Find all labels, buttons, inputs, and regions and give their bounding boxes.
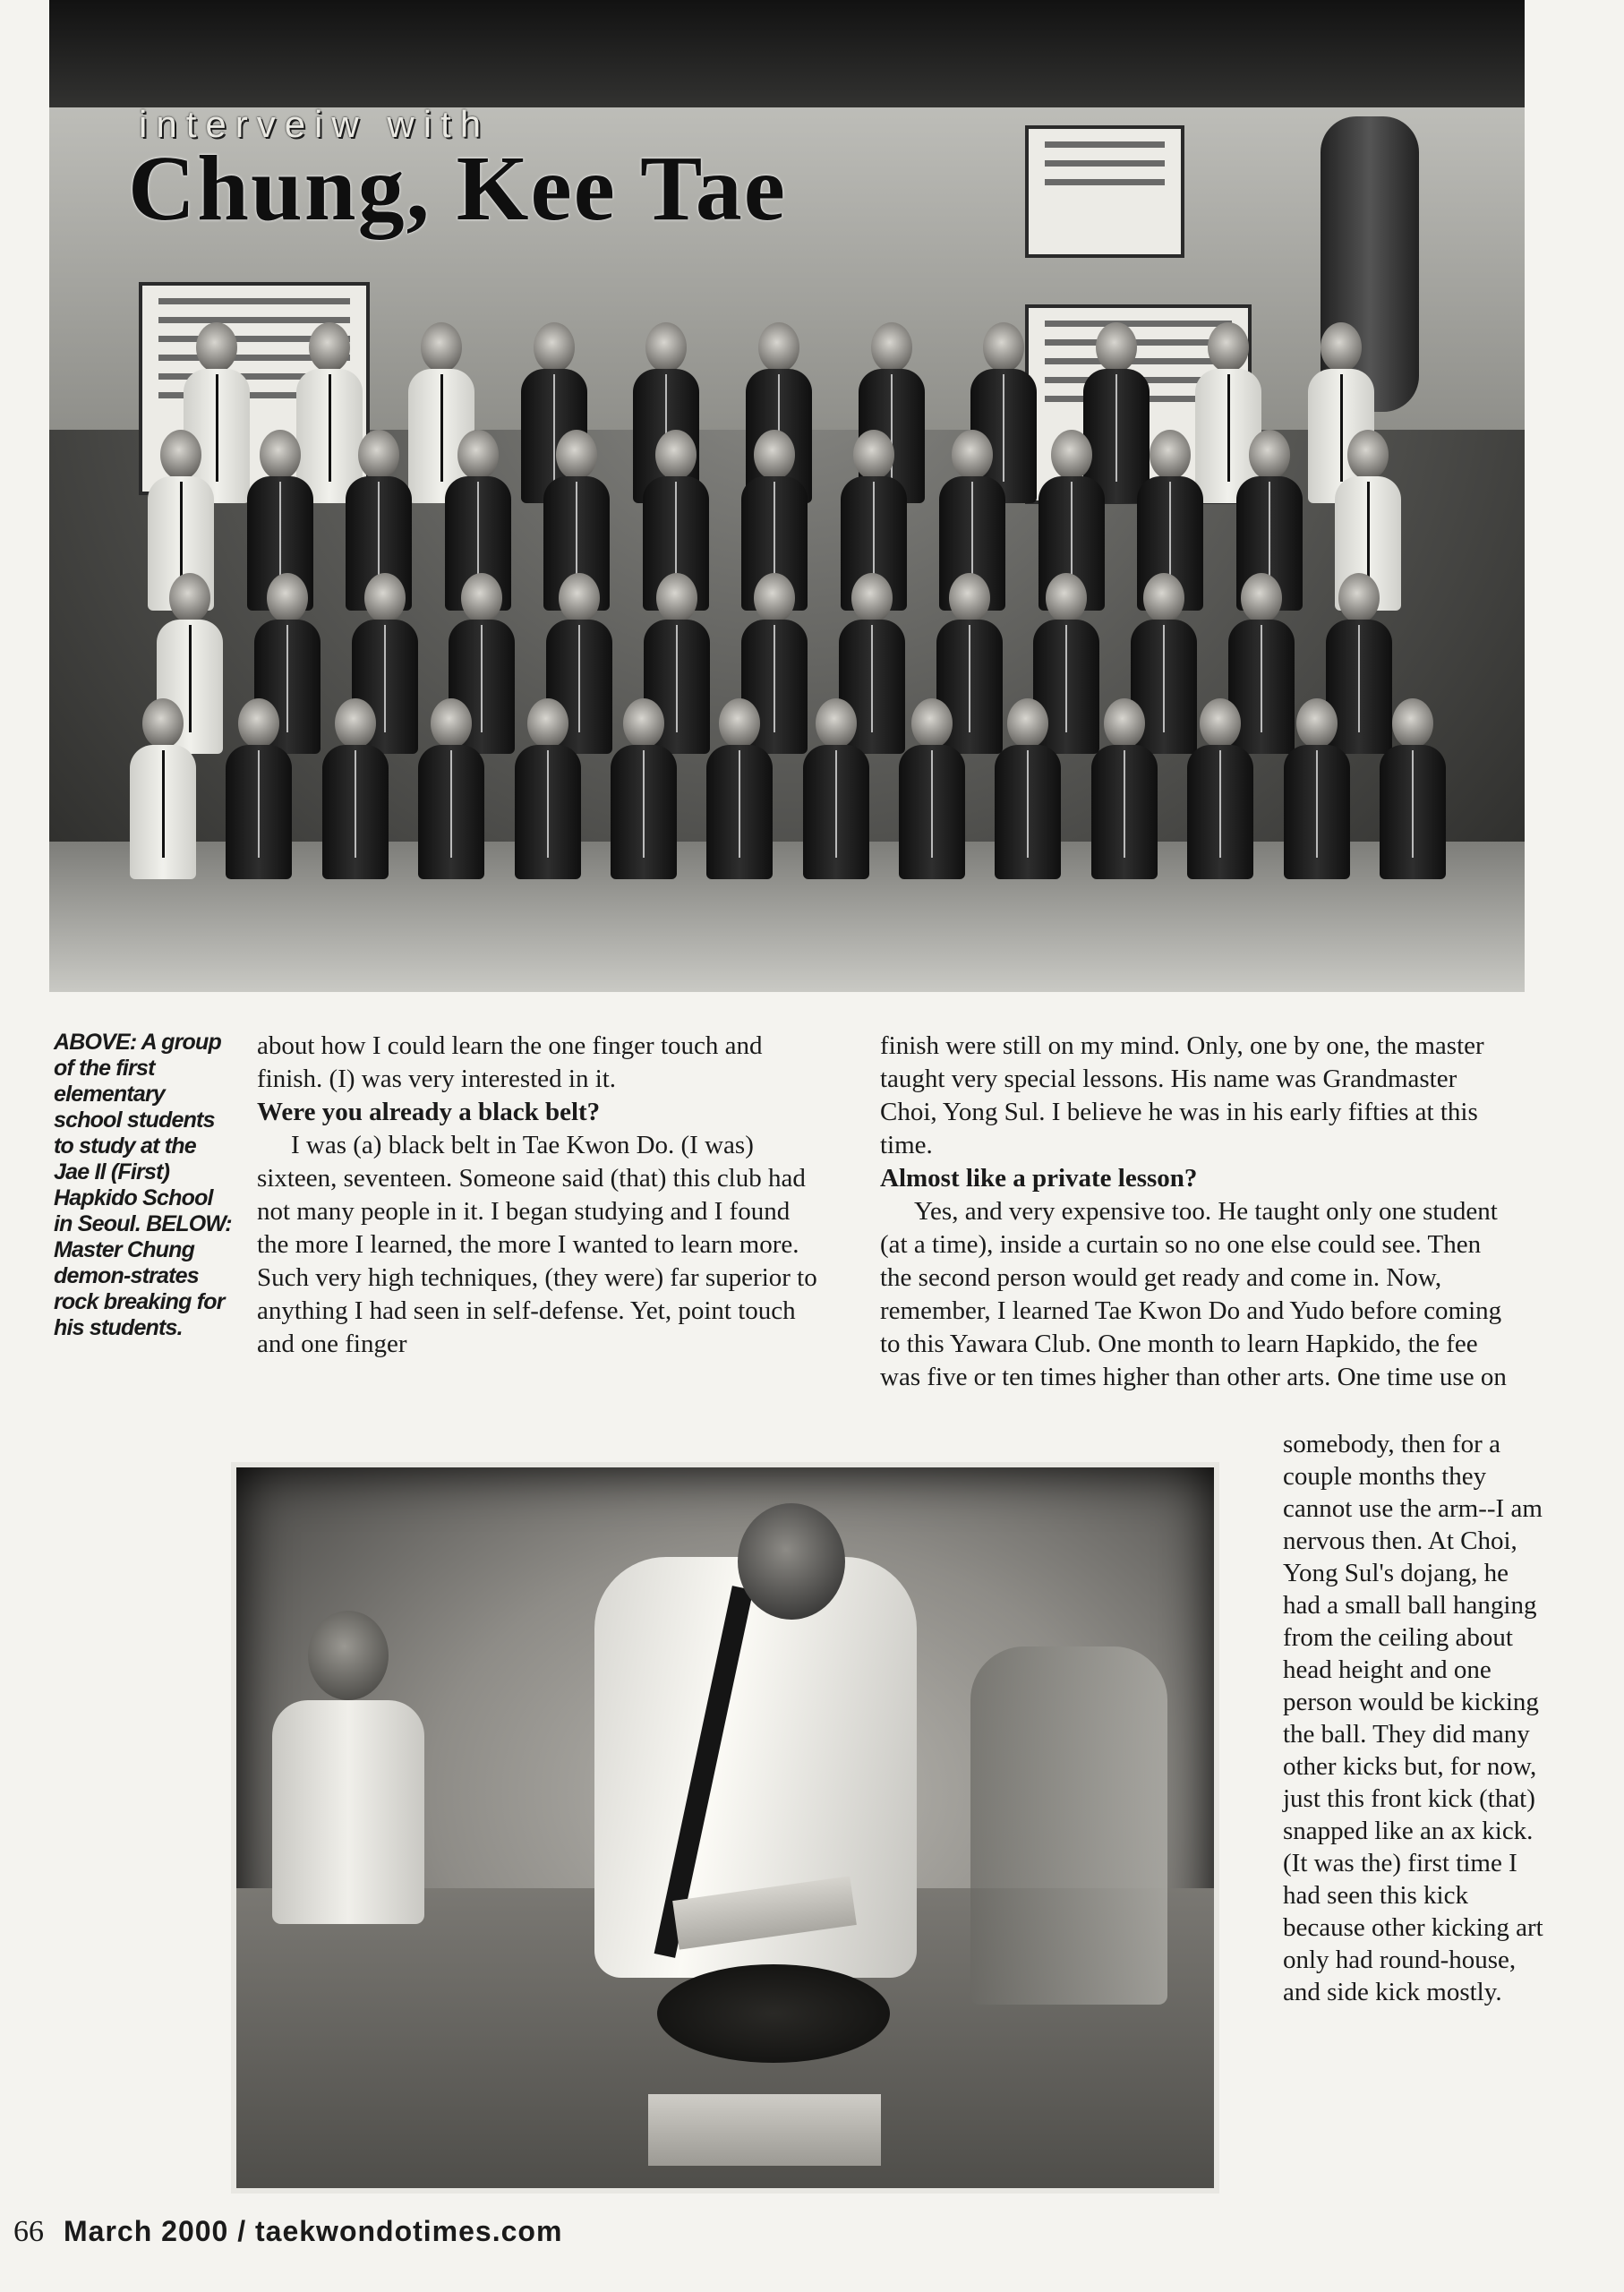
wall-notice (1025, 125, 1184, 258)
page-number: 66 (13, 2215, 44, 2248)
text-column-1 (257, 1030, 826, 1361)
title-name: Chung, Kee Tae (128, 137, 787, 240)
anvil-stone (657, 1964, 890, 2063)
issue-line: March 2000 / taekwondotimes.com (64, 2215, 563, 2247)
interview-question: Were you already a black belt? (257, 1098, 601, 1126)
background-figure (970, 1646, 1167, 2005)
group-photo (49, 0, 1525, 992)
student-group (130, 322, 1455, 949)
text-column-3 (1283, 1428, 1551, 2008)
text-column-2 (880, 1030, 1507, 1394)
title-kicker: interveiw with (139, 103, 491, 145)
paragraph: Yes, and very expensive too. He taught only one student (at a time), inside a curtain so no one else could see. Then the second person would get ready and come in. Now, remember, I learned Tae Kwon Do and Yudo before coming to this Yawara Club. One month to learn Hapkido, the fee was five or ten times higher than other arts. One time use on (880, 1197, 1507, 1391)
rock-breaking-photo (231, 1462, 1219, 2194)
base-brick (648, 2094, 881, 2166)
page-footer (13, 2215, 562, 2249)
paragraph: about how I could learn the one finger touch and finish. (I) was very interested in it. (257, 1031, 763, 1093)
seated-student (272, 1611, 424, 1933)
paragraph: I was (a) black belt in Tae Kwon Do. (I was) sixteen, seventeen. Someone said (that) this club had not many people in it. I began studying and I found the more I learned, the more I wanted to learn more. Such very high techniques, (they were) far superior to anything I had seen in self-defense. Yet, point touch and one finger (257, 1131, 817, 1358)
interview-question: Almost like a private lesson? (880, 1164, 1198, 1193)
photo-caption: ABOVE: A group of the first elementary school students to study at the Jae Il (First) Hapkido School in Seoul. BELOW: Master Chung demon-strates rock breaking for his students. (54, 1030, 232, 1340)
article-title (128, 103, 787, 240)
paragraph: somebody, then for a couple months they cannot use the arm--I am nervous then. At Choi, Yong Sul's dojang, he had a small ball hanging from the ceiling about head height and one person would be kicking the ball. They did many other kicks but, for now, just this front kick (that) snapped like an ax kick. (It was the) first time I had seen this kick because other kicking art only had round-house, and side kick mostly. (1283, 1430, 1543, 2006)
paragraph: finish were still on my mind. Only, one by one, the master taught very special lessons. His name was Grandmaster Choi, Yong Sul. I believe he was in his early fifties at this time. (880, 1031, 1484, 1159)
